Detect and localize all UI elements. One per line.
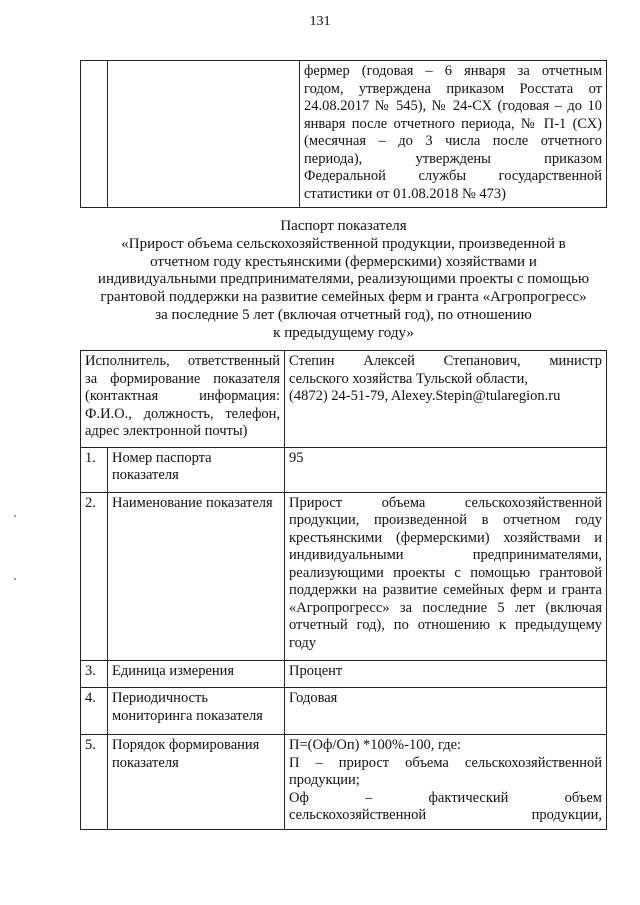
row-value (285, 735, 607, 830)
text-line: Ф.И.О., должность, телефон, (85, 405, 280, 422)
heading-line: грантовой поддержки на развитие семейных ферм и гранта «Агропрогресс» (100, 289, 587, 306)
row-number: 5. (81, 735, 108, 830)
text-line: годом, утверждена приказом Росстата от (304, 80, 602, 97)
text-line: Исполнитель, ответственный (85, 353, 280, 369)
scan-mark (14, 578, 16, 580)
executor-label (81, 351, 285, 448)
row-label: Периодичность мониторинга показателя (108, 688, 285, 735)
row-number: 1. (81, 447, 108, 492)
definition-p: П – прирост объема сельскохозяйственной продукции; (289, 754, 602, 788)
row-label: Единица измерения (108, 661, 285, 688)
text-line: (4872) 24-51-79, Alexey.Stepin@tularegion.ru (289, 388, 561, 404)
table-row-executor (81, 351, 607, 448)
text-line: статистики от 01.08.2018 № 473) (304, 185, 507, 202)
definition-of-line: сельскохозяйственной продукции, (289, 807, 602, 823)
text-line: фермер (годовая – 6 января за отчетным (304, 63, 602, 79)
table-row (81, 735, 607, 830)
text-line: 24.08.2017 № 545), № 24-СХ (годовая – до 10 (304, 98, 602, 114)
table-cell-number (81, 61, 108, 208)
row-label: Порядок формирования показателя (108, 735, 285, 830)
scan-mark (14, 515, 16, 517)
heading-line: отчетном году крестьянскими (фермерскими) хозяйствами и (150, 253, 537, 270)
text-line: адрес электронной почты) (85, 423, 248, 439)
row-number: 3. (81, 661, 108, 688)
executor-value (285, 351, 607, 448)
heading-line: за последние 5 лет (включая отчетный год), по отношению (155, 306, 532, 323)
text-line: периода), утверждены приказом (304, 150, 602, 167)
row-value: Годовая (285, 688, 607, 735)
table-row (81, 661, 607, 688)
table-cell-label (108, 61, 300, 208)
row-number: 2. (81, 492, 108, 661)
heading-line: индивидуальными предпринимателями, реализующими проекты с помощью (97, 271, 590, 288)
heading-line: «Прирост объема сельскохозяйственной продукции, произведенной в (121, 235, 566, 252)
text-line: за формирование показателя (85, 370, 280, 387)
text-line: (месячная – до 3 числа после отчетного (304, 133, 602, 149)
row-value: Прирост объема сельскохозяйственной продукции, произведенной в отчетном году крестьянскими (фермерскими) хозяйствами и индивидуальными предпринимателями, реализующими проекты с помощью грантовой поддержки на развитие семейных ферм и гранта «Агропрогресс» за последние 5 лет (включая отчетный год), по отношению к предыдущему году (285, 492, 607, 661)
text-line: Федеральной службы государственной (304, 168, 602, 184)
definition-of-line: Оф – фактический объем (289, 789, 602, 806)
text-line: (контактная информация: (85, 388, 280, 404)
table-row (81, 688, 607, 735)
row-label: Номер паспорта показателя (108, 447, 285, 492)
text-line: Степин Алексей Степанович, министр (289, 353, 602, 369)
passport-table (80, 350, 607, 830)
table-row (81, 492, 607, 661)
row-value: Процент (285, 661, 607, 688)
text-line: января после отчетного периода, № П-1 (СХ) (304, 115, 602, 132)
formula: П=(Оф/Оп) *100%-100, где: (289, 737, 462, 753)
text-line: сельского хозяйства Тульской области, (289, 370, 529, 387)
row-label: Наименование показателя (108, 492, 285, 661)
row-number: 4. (81, 688, 108, 735)
row-value: 95 (285, 447, 607, 492)
passport-heading (80, 218, 607, 343)
heading-line: к предыдущему году» (273, 324, 414, 341)
table-row (81, 61, 607, 208)
page-number: 131 (309, 14, 331, 29)
continued-table (80, 60, 607, 208)
table-row (81, 447, 607, 492)
table-cell-text (300, 61, 607, 208)
heading-title: Паспорт показателя (280, 218, 407, 234)
